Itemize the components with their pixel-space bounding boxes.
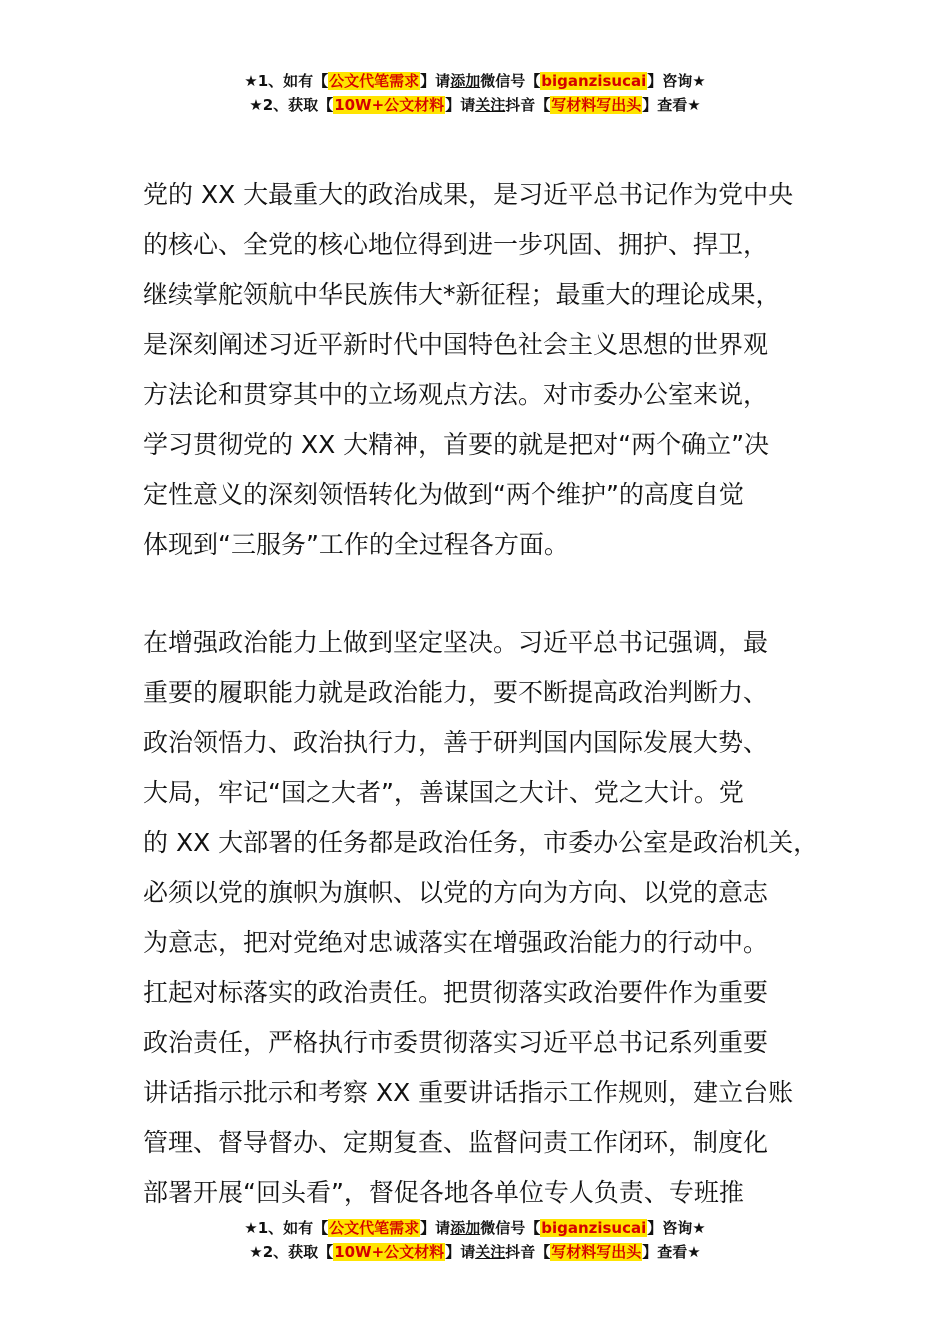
text-line: 为意志，把对党绝对忠诚落实在增强政治能力的行动中。 <box>143 928 769 957</box>
text-line: 重要的履职能力就是政治能力，要不断提高政治判断力、 <box>143 678 769 707</box>
footer-banner <box>0 1216 950 1264</box>
banner-line-1 <box>0 1216 950 1240</box>
banner-underline: 关注 <box>475 96 506 114</box>
text-line: 学习贯彻党的 XX 大精神，首要的就是把对“两个确立”决 <box>143 430 770 459</box>
banner-text: ★2、获取【 <box>249 96 334 114</box>
text-line: 讲话指示批示和考察 XX 重要讲话指示工作规则，建立台账 <box>143 1078 794 1107</box>
text-line: 是深刻阐述习近平新时代中国特色社会主义思想的世界观 <box>143 330 769 359</box>
text-line: 部署开展“回头看”，督促各地各单位专人负责、专班推 <box>143 1178 744 1207</box>
banner-text: 】请 <box>445 1243 476 1261</box>
paragraph-1 <box>143 170 823 570</box>
text-line: 在增强政治能力上做到坚定坚决。习近平总书记强调，最 <box>143 628 769 657</box>
banner-highlight: 写材料写出头 <box>551 96 642 114</box>
text-line: 的核心、全党的核心地位得到进一步巩固、拥护、捍卫， <box>143 230 769 259</box>
banner-highlight: 公文代笔需求 <box>329 72 420 90</box>
text-line: 方法论和贯穿其中的立场观点方法。对市委办公室来说， <box>143 380 769 409</box>
banner-highlight: biganzisucai <box>541 1219 647 1237</box>
banner-highlight: 10W+公文材料 <box>334 1243 445 1261</box>
text-line: 的 XX 大部署的任务都是政治任务，市委办公室是政治机关， <box>143 828 819 857</box>
text-line: 继续掌舵领航中华民族伟大*新征程；最重大的理论成果， <box>143 280 781 309</box>
banner-text: ★1、如有【 <box>244 1219 329 1237</box>
banner-text: ★2、获取【 <box>249 1243 334 1261</box>
text-line: 体现到“三服务”工作的全过程各方面。 <box>143 530 569 559</box>
banner-text: 微信号【 <box>480 1219 541 1237</box>
text-line: 政治责任，严格执行市委贯彻落实习近平总书记系列重要 <box>143 1028 769 1057</box>
banner-text: 】查看★ <box>642 1243 701 1261</box>
banner-line-1 <box>0 69 950 93</box>
banner-highlight: biganzisucai <box>541 72 647 90</box>
banner-underline: 添加 <box>450 1219 481 1237</box>
text-line: 政治领悟力、政治执行力，善于研判国内国际发展大势、 <box>143 728 769 757</box>
paragraph-2 <box>143 618 823 1218</box>
header-banner <box>0 69 950 117</box>
banner-highlight: 10W+公文材料 <box>334 96 445 114</box>
banner-text: 】请 <box>445 96 476 114</box>
banner-text: 】请 <box>420 72 451 90</box>
text-line: 必须以党的旗帜为旗帜、以党的方向为方向、以党的意志 <box>143 878 769 907</box>
text-line: 党的 XX 大最重大的政治成果，是习近平总书记作为党中央 <box>143 180 794 209</box>
banner-underline: 添加 <box>450 72 481 90</box>
banner-text: 抖音【 <box>505 96 551 114</box>
banner-text: 】咨询★ <box>647 1219 706 1237</box>
banner-text: 抖音【 <box>505 1243 551 1261</box>
banner-text: 】查看★ <box>642 96 701 114</box>
banner-line-2 <box>0 1240 950 1264</box>
banner-highlight: 写材料写出头 <box>551 1243 642 1261</box>
banner-text: 】咨询★ <box>647 72 706 90</box>
text-line: 定性意义的深刻领悟转化为做到“两个维护”的高度自觉 <box>143 480 744 509</box>
banner-text: 微信号【 <box>480 72 541 90</box>
banner-highlight: 公文代笔需求 <box>329 1219 420 1237</box>
banner-underline: 关注 <box>475 1243 506 1261</box>
banner-line-2 <box>0 93 950 117</box>
text-line: 大局，牢记“国之大者”，善谋国之大计、党之大计。党 <box>143 778 744 807</box>
text-line: 扛起对标落实的政治责任。把贯彻落实政治要件作为重要 <box>143 978 769 1007</box>
text-line: 管理、督导督办、定期复查、监督问责工作闭环，制度化 <box>143 1128 769 1157</box>
banner-text: 】请 <box>420 1219 451 1237</box>
banner-text: ★1、如有【 <box>244 72 329 90</box>
